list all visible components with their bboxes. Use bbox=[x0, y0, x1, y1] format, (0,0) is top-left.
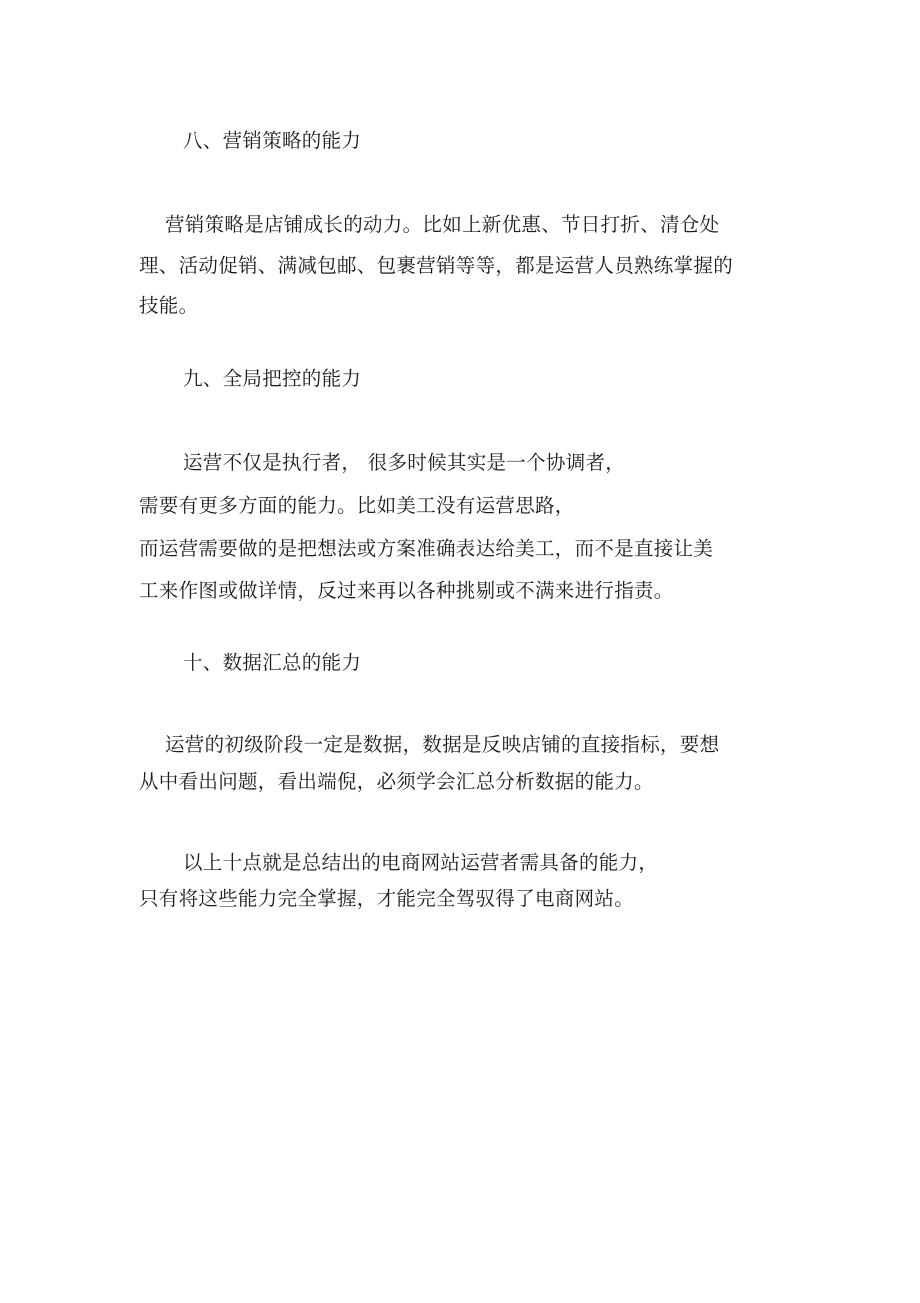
section-10-line-2: 从中看出问题，看出端倪，必须学会汇总分析数据的能力。 bbox=[139, 770, 654, 793]
section-10-heading: 十、数据汇总的能力 bbox=[183, 651, 362, 674]
section-8-line-1: 营销策略是店铺成长的动力。比如上新优惠、节日打折、清仓处 bbox=[165, 213, 720, 236]
section-9-line-3: 而运营需要做的是把想法或方案准确表达给美工，而不是直接让美 bbox=[139, 537, 714, 560]
conclusion-line-1: 以上十点就是总结出的电商网站运营者需具备的能力， bbox=[183, 851, 659, 874]
section-9-line-1: 运营不仅是执行者， 很多时候其实是一个协调者， bbox=[183, 451, 626, 474]
section-9-line-2: 需要有更多方面的能力。比如美工没有运营思路， bbox=[139, 494, 575, 517]
section-8-line-3: 技能。 bbox=[139, 294, 199, 317]
conclusion-line-2: 只有将这些能力完全掌握，才能完全驾驭得了电商网站。 bbox=[139, 887, 635, 910]
section-8-heading: 八、营销策略的能力 bbox=[183, 129, 362, 152]
section-9-line-4: 工来作图或做详情，反过来再以各种挑剔或不满来进行指责。 bbox=[139, 579, 674, 602]
section-10-line-1: 运营的初级阶段一定是数据，数据是反映店铺的直接指标，要想 bbox=[165, 733, 720, 756]
section-9-heading: 九、全局把控的能力 bbox=[183, 367, 362, 390]
section-8-line-2: 理、活动促销、满减包邮、包裹营销等等，都是运营人员熟练掌握的 bbox=[139, 254, 734, 277]
